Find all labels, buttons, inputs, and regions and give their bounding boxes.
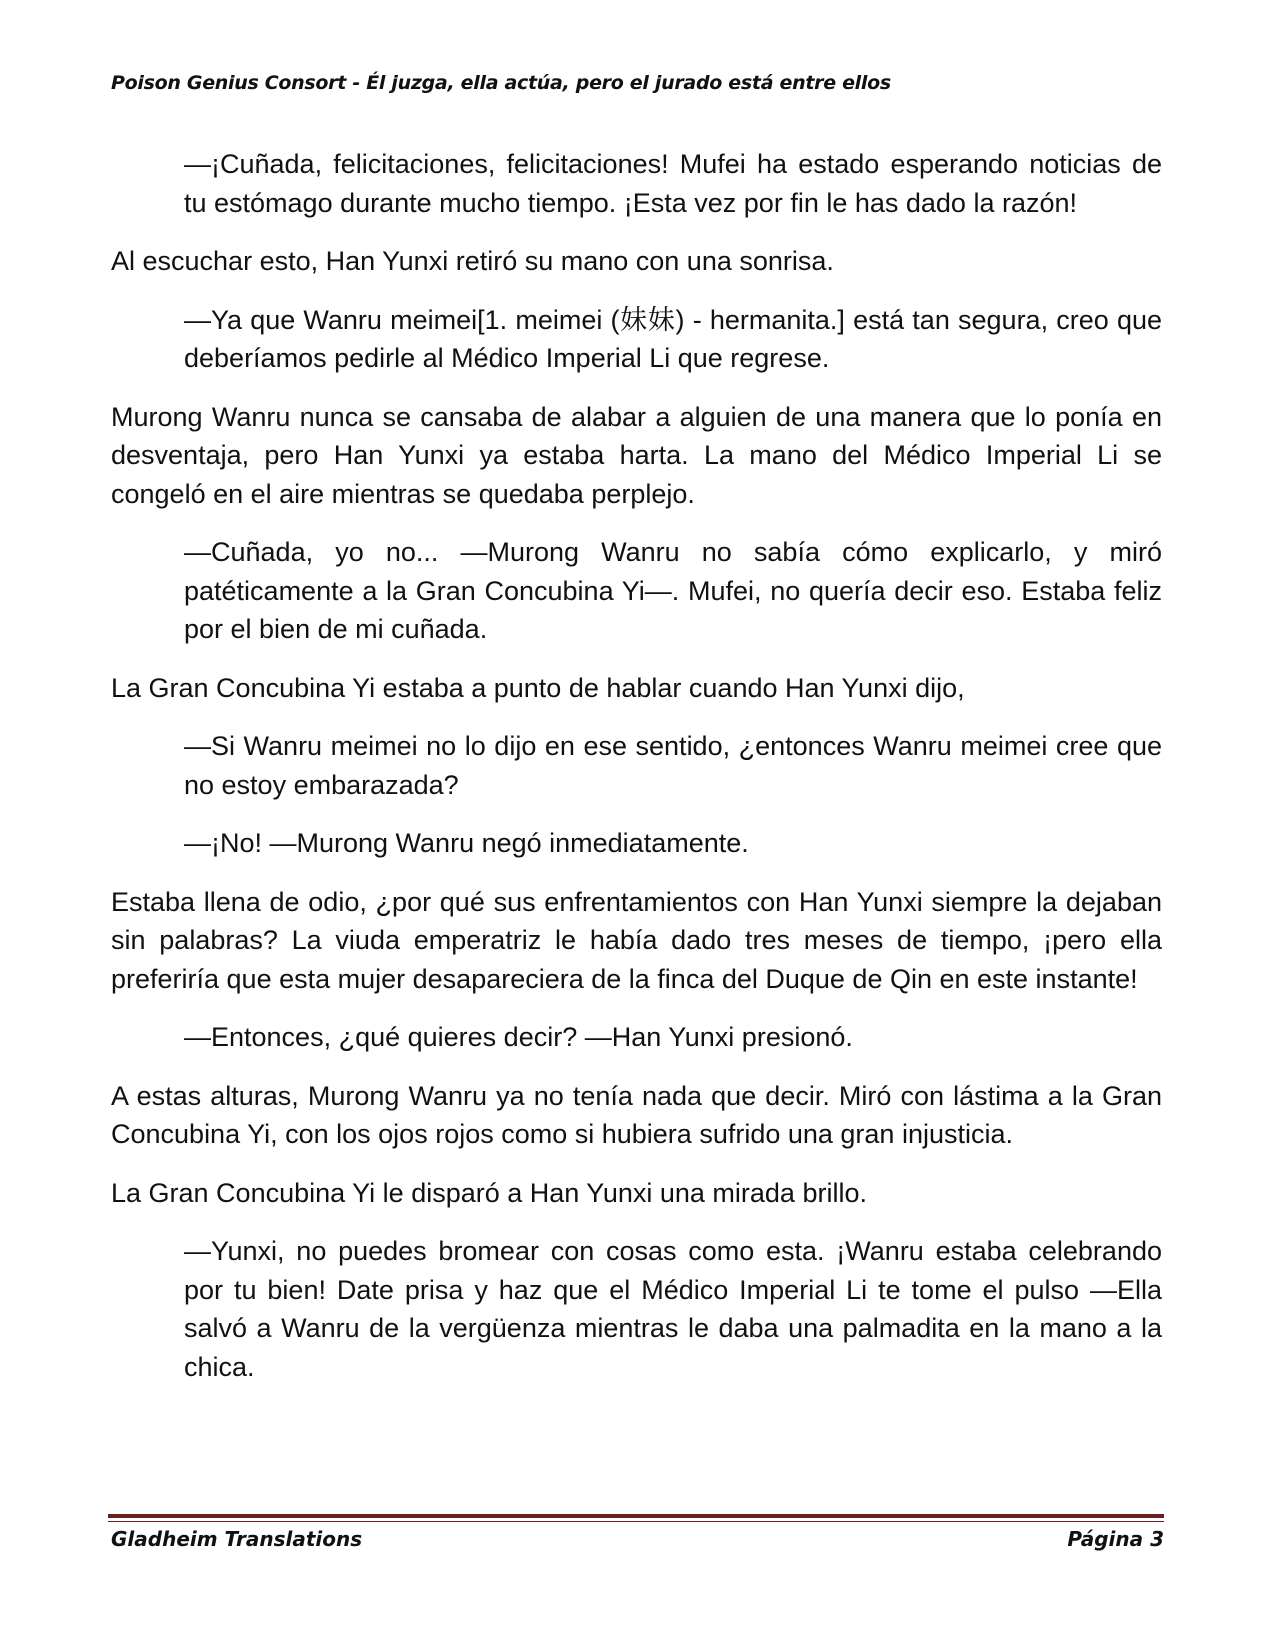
dialogue-paragraph: —¡No! —Murong Wanru negó inmediatamente. xyxy=(184,828,749,858)
dialogue-paragraph: —Cuñada, yo no... —Murong Wanru no sabía cómo explicarlo, y miró patéticamente a la Gran Concubina Yi—. Mufei, no quería decir eso. Estaba feliz por el bien de mi cuñada. xyxy=(184,537,1162,644)
narrative-paragraph: La Gran Concubina Yi estaba a punto de hablar cuando Han Yunxi dijo, xyxy=(111,672,965,703)
page-header-title: Poison Genius Consort - Él juzga, ella actúa, pero el jurado está entre ellos xyxy=(111,72,891,94)
footer-page-number: Página 3 xyxy=(1067,1527,1164,1551)
narrative-paragraph: Al escuchar esto, Han Yunxi retiró su mano con una sonrisa. xyxy=(111,246,834,276)
narrative-paragraph: Murong Wanru nunca se cansaba de alabar a alguien de una manera que lo ponía en desventaja, pero Han Yunxi ya estaba harta. La mano del Médico Imperial Li se congeló en el aire mientras se quedaba perplejo. xyxy=(111,401,1162,509)
footer-divider-thick xyxy=(108,1514,1164,1518)
dialogue-paragraph: —Ya que Wanru meimei[1. meimei (妹妹) - hermanita.] está tan segura, creo que deberíamos pedirle al Médico Imperial Li que regrese. xyxy=(184,304,1162,373)
page-body xyxy=(111,145,1162,1406)
narrative-paragraph: Estaba llena de odio, ¿por qué sus enfrentamientos con Han Yunxi siempre la dejaban sin palabras? La viuda emperatriz le había dado tres meses de tiempo, ¡pero ella preferiría que esta mujer desapareciera de la finca del Duque de Qin en este instante! xyxy=(111,886,1162,994)
narrative-paragraph: La Gran Concubina Yi le disparó a Han Yunxi una mirada brillo. xyxy=(111,1177,867,1208)
dialogue-paragraph: —Si Wanru meimei no lo dijo en ese sentido, ¿entonces Wanru meimei cree que no estoy embarazada? xyxy=(184,731,1162,800)
footer-translator-credit: Gladheim Translations xyxy=(111,1527,363,1551)
narrative-paragraph: A estas alturas, Murong Wanru ya no tenía nada que decir. Miró con lástima a la Gran Concubina Yi, con los ojos rojos como si hubiera sufrido una gran injusticia. xyxy=(111,1080,1162,1149)
dialogue-paragraph: —¡Cuñada, felicitaciones, felicitaciones! Mufei ha estado esperando noticias de tu estómago durante mucho tiempo. ¡Esta vez por fin le has dado la razón! xyxy=(184,149,1162,218)
dialogue-paragraph: —Yunxi, no puedes bromear con cosas como esta. ¡Wanru estaba celebrando por tu bien! Date prisa y haz que el Médico Imperial Li te tome el pulso —Ella salvó a Wanru de la vergüenza mientras le daba una palmadita en la mano a la chica. xyxy=(184,1236,1162,1382)
footer-divider-thin xyxy=(108,1521,1164,1522)
dialogue-paragraph: —Entonces, ¿qué quieres decir? —Han Yunxi presionó. xyxy=(184,1022,853,1052)
